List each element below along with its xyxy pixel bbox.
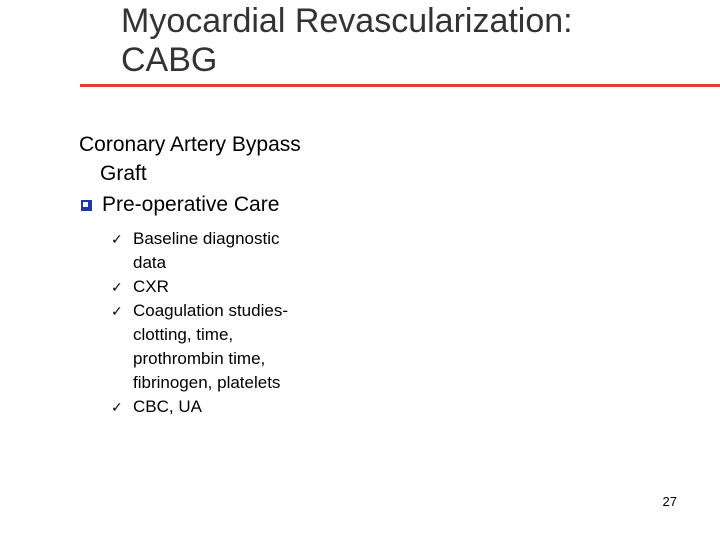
list-item-line: CBC, UA	[133, 397, 202, 416]
list-item	[111, 227, 409, 275]
section-heading-line-2: Graft	[100, 162, 147, 185]
sub-heading	[79, 191, 409, 219]
section-heading	[79, 130, 409, 188]
checklist	[79, 227, 409, 419]
slide-body	[79, 130, 409, 419]
checkmark-icon: ✓	[111, 231, 123, 247]
slide-title-line-2: CABG	[121, 41, 218, 79]
checkmark-icon: ✓	[111, 399, 123, 415]
title-divider	[80, 84, 720, 87]
square-bullet-icon	[81, 200, 92, 211]
list-item	[111, 395, 409, 419]
list-item-line: data	[133, 253, 167, 272]
checkmark-icon: ✓	[111, 279, 123, 295]
list-item-line: fibrinogen, platelets	[133, 373, 281, 392]
page-number: 27	[662, 494, 677, 509]
section-heading-line-1: Coronary Artery Bypass	[79, 133, 301, 156]
list-item-line: CXR	[133, 277, 169, 296]
list-item-line: clotting, time,	[133, 325, 234, 344]
list-item-line: prothrombin time,	[133, 349, 266, 368]
checkmark-icon: ✓	[111, 303, 123, 319]
slide-title-line-1: Myocardial Revascularization:	[121, 2, 573, 40]
slide-title	[121, 2, 681, 80]
list-item	[111, 275, 409, 299]
list-item-line: Coagulation studies-	[133, 301, 288, 320]
sub-heading-label: Pre-operative Care	[102, 193, 280, 216]
list-item-line: Baseline diagnostic	[133, 229, 280, 248]
list-item	[111, 299, 409, 395]
